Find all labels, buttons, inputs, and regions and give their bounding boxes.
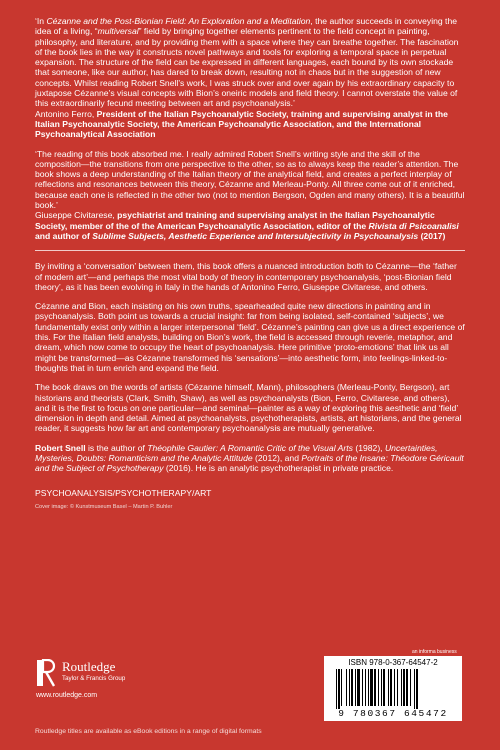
publisher-url: www.routledge.com [36, 692, 98, 699]
text-run: Antonino Ferro, [35, 108, 97, 119]
text-run: is the author of [85, 442, 148, 453]
text-run: Portraits of the Insane: Théodore Géricault and the Subject of Psychotherapy [35, 452, 464, 474]
text-run: Rivista di Psicoanalisi [368, 220, 459, 231]
barcode-digits: 9 780367 645472 [338, 708, 448, 719]
barcode-bar [351, 669, 353, 706]
barcode-bar [378, 669, 379, 706]
isbn-barcode [324, 656, 462, 721]
subject-category: PSYCHOANALYSIS/PSYCHOTHERAPY/ART [35, 487, 212, 498]
text-run: Sublime Subjects, Aesthetic Experience and Intersubjectivity in Psychoanalysis [92, 230, 419, 241]
praise-quote [35, 149, 465, 211]
publisher-logo [36, 659, 196, 701]
text-run: (2012), and [252, 452, 302, 463]
isbn-label: ISBN 978-0-367-64547-2 [348, 658, 438, 667]
barcode-bar [341, 669, 342, 706]
barcode-bar [414, 669, 415, 709]
barcode-bar [381, 669, 382, 706]
barcode-bar [394, 669, 395, 706]
text-run: , the author succeeds in conveying the idea of a living, “ [35, 16, 458, 37]
barcode-bar [365, 669, 366, 706]
text-run: ‘In [35, 16, 47, 26]
cover-text [35, 16, 465, 511]
barcode-bar [388, 669, 389, 706]
barcode-bar [401, 669, 402, 706]
barcode-bar [397, 669, 398, 706]
text-run: President of the Italian Psychoanalytic Society, training and supervising analyst in the Italian Psychoanalytic Society, the American Psychoanalytic Association, and the International Psychoanalytical Association [35, 108, 448, 140]
text-run: Robert Snell [35, 442, 86, 453]
author-bio [35, 443, 465, 474]
barcode-bar [357, 669, 360, 706]
barcode-bar [374, 669, 376, 706]
praise-quote [35, 16, 465, 109]
barcode-bar [416, 669, 418, 709]
routledge-logo-icon [36, 659, 56, 687]
barcode-bar [406, 669, 408, 706]
praise-blurb-2 [35, 149, 465, 242]
barcode-bar [390, 669, 392, 706]
text-run: ” field by bringing together elements pertinent to the field concept in painting, philosophy, and literature, and by providing them with a space where they can breathe together. The fascination of the book lies in the way it constructs novel pathways and tools for exploring a temporal space in perpetual expansion. The structure of the field can be expressed in different languages, each bound by its own stockade that someone, like our author, has dared to break down, resulting not in chaos but in the suggestion of new concepts. Whilst reading Robert Snell’s work, I was struck over and over again by his extraordinary capacity to juxtapose Cézanne’s visual concepts with Bion’s oneiric models and field theory. I cannot overstate the value of this extraordinarily fecund meeting between art and psychoanalysis.’ [35, 26, 459, 109]
barcode-bar [355, 669, 356, 706]
text-run: Giuseppe Civitarese, [35, 210, 118, 221]
publisher-name: Routledge [62, 659, 116, 674]
barcode-bar [349, 669, 350, 706]
text-run: psychiatrist and training and supervising analyst in the Italian Psychoanalytic Society, member of the of the American Psychoanalytic Association, editor of the [35, 210, 435, 231]
barcode-bar [368, 669, 369, 706]
barcode-bar [370, 669, 373, 706]
praise-attribution [35, 109, 465, 140]
barcode-bar [383, 669, 385, 706]
praise-attribution [35, 210, 465, 241]
text-run: Théophile Gautier: A Romantic Critic of the Visual Arts [147, 442, 353, 453]
text-run: multiversal [97, 26, 139, 37]
barcode-bar [346, 669, 347, 706]
text-run: (1982), [352, 442, 385, 453]
text-run: ‘The reading of this book absorbed me. I really admired Robert Snell’s writing style and the skill of the composition—the transitions from one perspective to the other, so as to always keep the reader’s attention. The book shows a deep understanding of the Italian theory of the analytical field, and creates a perfect interplay of reflections and resonances between this theory, Cézanne and Merleau-Ponty. All three come out of it enriched, because each one is reflected in the other two (not to mention Bergson, Ogden and many others). It is a beautiful book.’ [35, 148, 465, 211]
text-run: and author of [35, 230, 93, 241]
divider [35, 250, 465, 251]
ebook-note: Routledge titles are available as eBook editions in a range of digital formats [35, 728, 262, 735]
praise-section [35, 16, 465, 241]
barcode-bar [403, 669, 405, 706]
praise-blurb-1 [35, 16, 465, 140]
text-run: (2017) [418, 230, 446, 241]
informa-tagline: an informa business [412, 649, 457, 655]
publisher-subtitle: Taylor & Francis Group [62, 675, 126, 682]
text-run: Uncertainties, Mysteries, Doubts: Romanticism and the Analytic Attitude [35, 442, 438, 463]
barcode-bar [362, 669, 363, 706]
barcode-bar [338, 669, 340, 709]
description-paragraph: The book draws on the words of artists (Cézanne himself, Mann), philosophers (Merleau-Ponty, Bergson), art historians and theorists (Clark, Smith, Shaw), as well as psychoanalysts (Bion, Ferro, Civitarese, and others), and it is the first to focus on one particular—and seminal—painter as a way of exploring this aesthetic and ‘field’ dimension in depth and detail. Aimed at psychoanalysts, psychotherapists, artists, art historians, and the general reader, it suggests how far art and contemporary psychoanalysis are mutually generative. [35, 382, 462, 434]
description-paragraph: Cézanne and Bion, each insisting on his own truths, spearheaded quite new directions in painting and in psychoanalysis. Both point us towards a crucial insight: far from being isolated, self-contained ‘subjects’, we fundamentally exist only within a larger interpersonal ‘field’. Cézanne’s painting can give us a direct experience of this. For the Italian field analysts, building on Bion’s work, the field is accessed through reverie, metaphor, and dream, which now come to occupy the heart of psychoanalysis. Here primitive ‘proto-emotions’ that link us all might be transformed—as Cézanne transformed his ‘sensations’—into aesthetic form, into feelings-linked-to-thoughts that in turn enrich and expand the field. [35, 301, 465, 373]
text-run: Cézanne and the Post-Bionian Field: An Exploration and a Meditation [46, 16, 311, 26]
barcode-bar [410, 669, 411, 706]
text-run: (2016). He is an analytic psychotherapist in private practice. [163, 463, 394, 474]
cover-credit: Cover image: © Kunstmuseum Basel – Martin P. Buhler [35, 503, 173, 510]
barcode-bar [336, 669, 337, 709]
description-paragraph: By inviting a ‘conversation’ between them, this book offers a nuanced introduction both to Cézanne—the ‘father of modern art’—and perhaps the most vital body of theory in contemporary psychoanalysis, ‘post-Bionian field theory’, as it has been evolving in Italy in the hands of Antonino Ferro, Giuseppe Civitarese, and others. [35, 261, 457, 292]
